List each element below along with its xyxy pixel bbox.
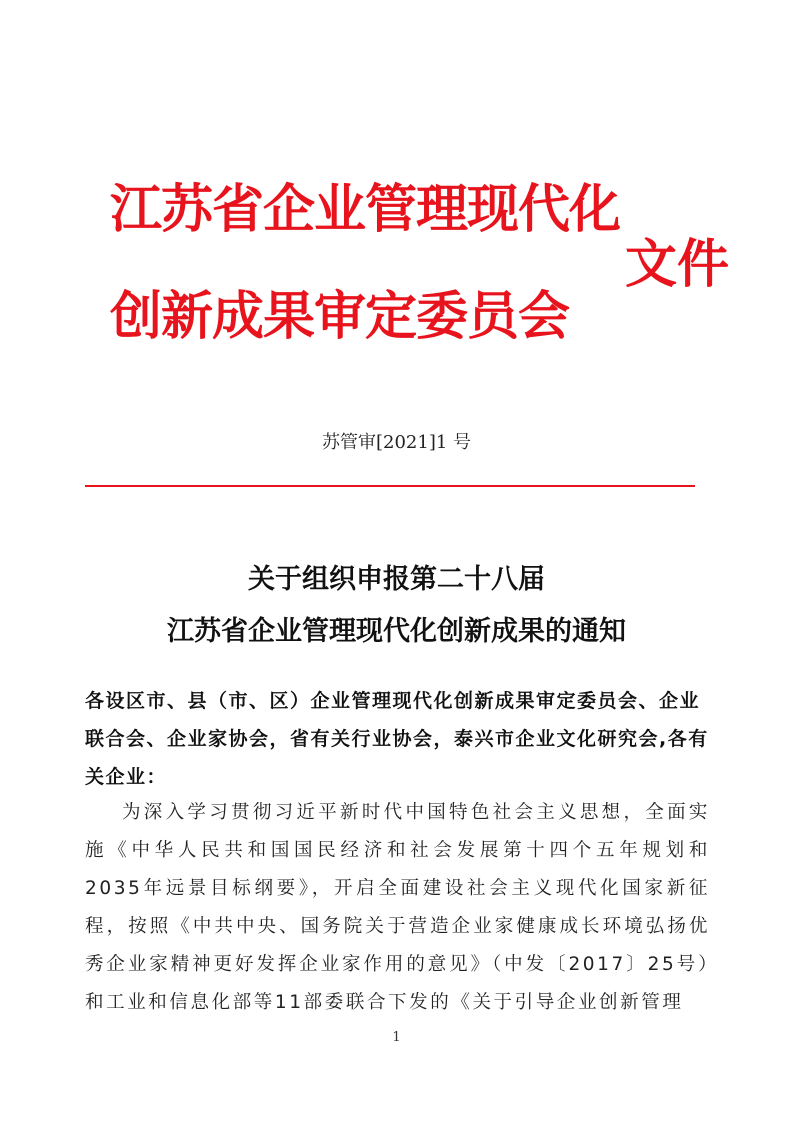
notice-title-line1: 关于组织申报第二十八届 (248, 564, 545, 595)
notice-title-line2: 江苏省企业管理现代化创新成果的通知 (167, 616, 626, 647)
page-number: 1 (392, 1030, 401, 1045)
header-document-suffix: 文件 (625, 234, 730, 295)
header-divider (85, 485, 695, 487)
header-title-line1: 江苏省企业管理现代化 (110, 179, 621, 240)
recipients-salutation: 各设区市、县（市、区）企业管理现代化创新成果审定委员会、企业联合会、企业家协会，省有关行业协会，泰兴市企业文化研究会,各有关企业： (85, 690, 709, 788)
document-number: 苏管审[2021]1 号 (321, 432, 472, 453)
body-paragraph: 为深入学习贯彻习近平新时代中国特色社会主义思想，全面实施《中华人民共和国国民经济和社会发展第十四个五年规划和2035年远景目标纲要》，开启全面建设社会主义现代化国家新征程，按照《中共中央、国务院关于营造企业家健康成长环境弘扬优秀企业家精神更好发挥企业家作用的意见》（中发〔2017〕25号）和工业和信息化部等11部委联合下发的《关于引导企业创新管理 (85, 802, 710, 1013)
header-title-line2: 创新成果审定委员会 (110, 286, 570, 347)
